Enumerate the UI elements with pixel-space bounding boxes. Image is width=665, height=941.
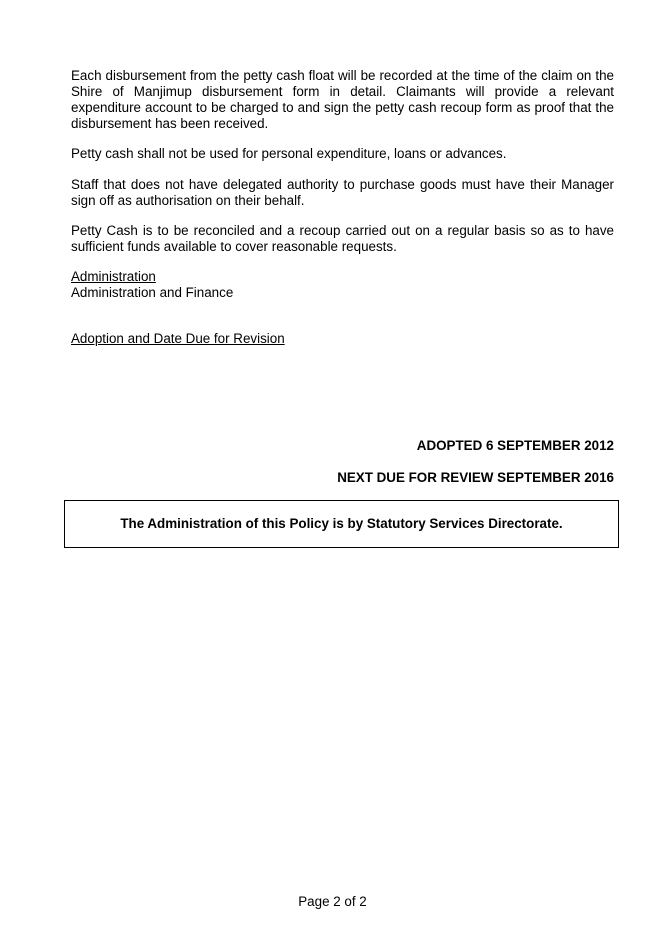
administration-value: Administration and Finance <box>71 285 234 300</box>
administration-heading: Administration <box>71 269 156 284</box>
adopted-date: ADOPTED 6 SEPTEMBER 2012 <box>416 438 614 453</box>
paragraph-reconciliation: Petty Cash is to be reconciled and a recoup carried out on a regular basis so as to have sufficient funds available to cover reasonable requests. <box>71 223 614 254</box>
page-number: Page 2 of 2 <box>298 894 367 909</box>
paragraph-personal-expenditure: Petty cash shall not be used for personal expenditure, loans or advances. <box>71 146 507 161</box>
next-review-date: NEXT DUE FOR REVIEW SEPTEMBER 2016 <box>337 470 614 485</box>
paragraph-disbursement: Each disbursement from the petty cash float will be recorded at the time of the claim on the Shire of Manjimup disbursement form in detail. Claimants will provide a relevant expenditure account to be charged to and sign the petty cash recoup form as proof that the disbursement has been received. <box>71 68 614 131</box>
administration-box-text: The Administration of this Policy is by Statutory Services Directorate. <box>120 516 563 531</box>
paragraph-delegated-authority: Staff that does not have delegated authority to purchase goods must have their Manager sign off as authorisation on their behalf. <box>71 177 614 208</box>
administration-box <box>64 500 619 548</box>
adoption-heading: Adoption and Date Due for Revision <box>71 331 285 346</box>
